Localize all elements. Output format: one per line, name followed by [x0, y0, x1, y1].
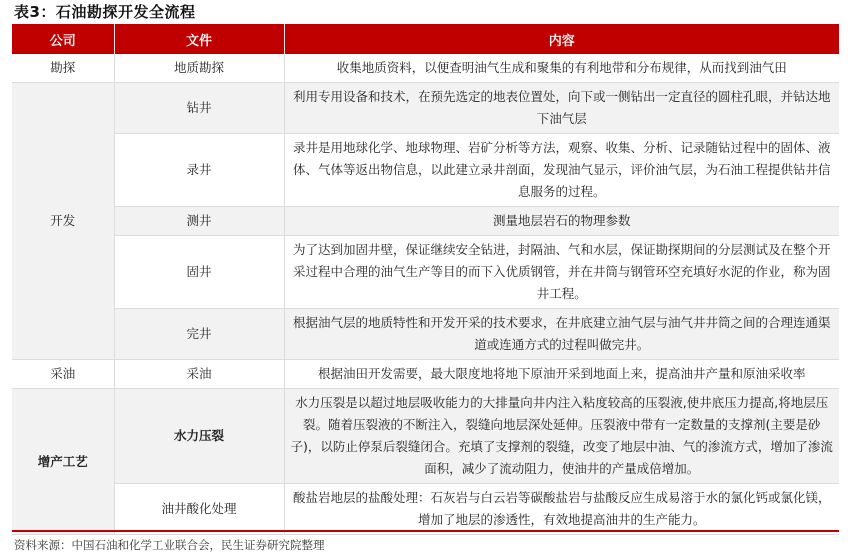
company-cell: 勘探 — [12, 54, 114, 83]
header-content: 内容 — [284, 24, 839, 54]
company-cell: 采油 — [12, 360, 114, 389]
content-cell: 测量地层岩石的物理参数 — [284, 207, 839, 236]
table-title: 表3：石油勘探开发全流程 — [14, 3, 196, 21]
content-cell: 录井是用地球化学、地球物理、岩矿分析等方法，观察、收集、分析、记录随钻过程中的固体、液体、气体等返出物信息，以此建立录井剖面，发现油气显示，评价油气层，为石油工程提供钻井信息服务的过程。 — [284, 134, 839, 207]
table-bottom-rule — [12, 530, 839, 532]
file-cell: 钻井 — [114, 83, 284, 134]
table-row — [12, 236, 839, 309]
content-cell: 酸盐岩地层的盐酸处理：石灰岩与白云岩等碳酸盐岩与盐酸反应生成易溶于水的氯化钙或氯化镁，增加了地层的渗透性，有效地提高油井的生产能力。 — [284, 484, 839, 535]
header-file: 文件 — [114, 24, 284, 54]
content-cell: 收集地质资料，以便查明油气生成和聚集的有利地带和分布规律，从而找到油气田 — [284, 54, 839, 83]
file-cell: 油井酸化处理 — [114, 484, 284, 535]
company-cell: 增产工艺 — [12, 389, 114, 535]
table-row — [12, 83, 839, 134]
table-row — [12, 54, 839, 83]
process-table — [12, 24, 839, 535]
file-cell: 采油 — [114, 360, 284, 389]
file-cell: 测井 — [114, 207, 284, 236]
source-note: 资料来源：中国石油和化学工业联合会，民生证券研究院整理 — [14, 538, 325, 552]
header-company: 公司 — [12, 24, 114, 54]
table-row — [12, 360, 839, 389]
file-cell: 固井 — [114, 236, 284, 309]
table-row — [12, 389, 839, 484]
table-header-row — [12, 24, 839, 54]
file-cell: 完井 — [114, 309, 284, 360]
content-cell: 为了达到加固井壁，保证继续安全钻进，封隔油、气和水层，保证勘探期间的分层测试及在整个开采过程中合理的油气生产等目的而下入优质钢管，并在井筒与钢管环空充填好水泥的作业，称为固井工程。 — [284, 236, 839, 309]
table-row — [12, 309, 839, 360]
company-cell: 开发 — [12, 83, 114, 360]
file-cell: 录井 — [114, 134, 284, 207]
table-row — [12, 207, 839, 236]
table-row — [12, 484, 839, 535]
content-cell: 利用专用设备和技术，在预先选定的地表位置处，向下或一侧钻出一定直径的圆柱孔眼，并钻达地下油气层 — [284, 83, 839, 134]
file-cell: 地质勘探 — [114, 54, 284, 83]
table-row — [12, 134, 839, 207]
content-cell: 根据油田开发需要，最大限度地将地下原油开采到地面上来，提高油井产量和原油采收率 — [284, 360, 839, 389]
content-cell: 根据油气层的地质特性和开发开采的技术要求，在井底建立油气层与油气井井筒之间的合理连通渠道或连通方式的过程叫做完井。 — [284, 309, 839, 360]
file-cell: 水力压裂 — [114, 389, 284, 484]
content-cell: 水力压裂是以超过地层吸收能力的大排量向井内注入粘度较高的压裂液,使井底压力提高,将地层压裂。随着压裂液的不断注入，裂缝向地层深处延伸。压裂液中带有一定数量的支撑剂(主要是砂子)，以防止停泵后裂缝闭合。充填了支撑剂的裂缝，改变了地层中油、气的渗流方式，增加了渗流面积，减少了流动阻力，使油井的产量成倍增加。 — [284, 389, 839, 484]
